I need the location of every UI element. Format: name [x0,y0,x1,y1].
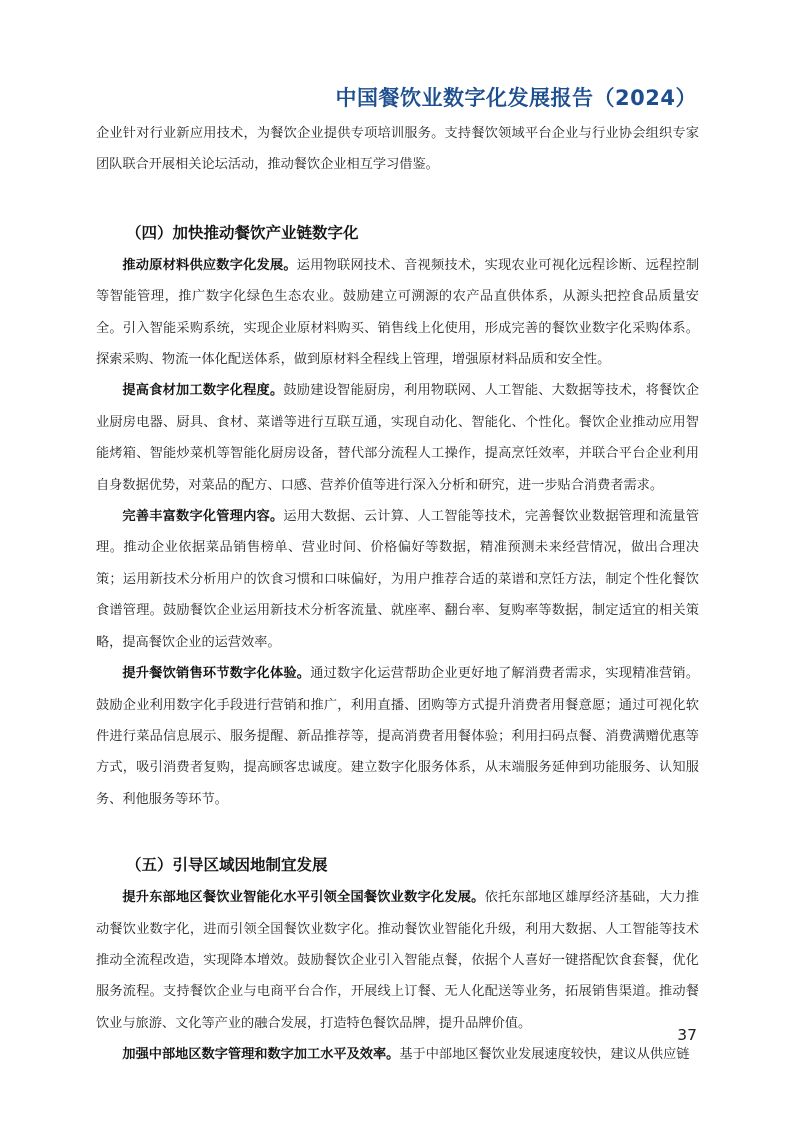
page-number: 37 [677,1026,697,1044]
paragraph-text: 基于中部地区餐饮业发展速度较快，建议从供应链 [399,1047,690,1063]
paragraph-lead: 提升东部地区餐饮业智能化水平引领全国餐饮业数字化发展。 [122,890,485,906]
paragraph-lead: 加强中部地区数字管理和数字加工水平及效率。 [122,1047,400,1063]
section-5-heading: （五）引导区域因地制宜发展 [126,856,328,875]
section-4-paragraph-2 [96,375,699,501]
section-4-heading: （四）加快推动餐饮产业链数字化 [126,223,359,242]
intro-paragraph: 企业针对行业新应用技术，为餐饮企业提供专项培训服务。支持餐饮领域平台企业与行业协会组织专家团队联合开展相关论坛活动，推动餐饮企业相互学习借鉴。 [96,126,699,173]
section-5-paragraph-1 [96,882,699,1039]
running-header-title: 中国餐饮业数字化发展报告（2024） [335,86,697,110]
paragraph-text: 鼓励建设智能厨房，利用物联网、人工智能、大数据等技术，将餐饮企业厨房电器、厨具、食材、菜谱等进行互联互通，实现自动化、智能化、个性化。餐饮企业推动应用智能烤箱、智能炒菜机等智能化厨房设备，替代部分流程人工操作，提高烹饪效率，并联合平台企业利用自身数据优势，对菜品的配方、口感、营养价值等进行深入分析和研究，进一步贴合消费者需求。 [96,383,700,493]
section-4-paragraph-1 [96,250,699,376]
paragraph-lead: 完善丰富数字化管理内容。 [122,509,284,525]
section-4-paragraph-3 [96,501,699,658]
paragraph-lead: 提升餐饮销售环节数字化体验。 [122,666,311,682]
body-text [96,118,699,1071]
paragraph-text: 依托东部地区雄厚经济基础，大力推动餐饮业数字化，进而引领全国餐饮业数字化。推动餐饮业智能化升级，利用大数据、人工智能等技术推动全流程改造，实现降本增效。鼓励餐饮企业引入智能点餐，依据个人喜好一键搭配饮食套餐，优化服务流程。支持餐饮企业与电商平台合作，开展线上订餐、无人化配送等业务，拓展销售渠道。推动餐饮业与旅游、文化等产业的融合发展，打造特色餐饮品牌，提升品牌价值。 [96,890,700,1031]
paragraph-text: 运用大数据、云计算、人工智能等技术，完善餐饮业数据管理和流量管理。推动企业依据菜品销售榜单、营业时间、价格偏好等数据，精准预测未来经营情况，做出合理决策；运用新技术分析用户的饮食习惯和口味偏好，为用户推荐合适的菜谱和烹饪方法，制定个性化餐饮食谱管理。鼓励餐饮企业运用新技术分析客流量、就座率、翻台率、复购率等数据，制定适宜的相关策略，提高餐饮企业的运营效率。 [96,509,700,650]
paragraph-lead: 推动原材料供应数字化发展。 [122,257,297,273]
paragraph-lead: 提高食材加工数字化程度。 [122,383,284,399]
section-5-paragraph-2 [96,1039,699,1070]
paragraph-text: 通过数字化运营帮助企业更好地了解消费者需求，实现精准营销。鼓励企业利用数字化手段进行营销和推广，利用直播、团购等方式提升消费者用餐意愿；通过可视化软件进行菜品信息展示、服务提醒、新品推荐等，提高消费者用餐体验；利用扫码点餐、消费满赠优惠等方式，吸引消费者复购，提高顾客忠诚度。建立数字化服务体系，从末端服务延伸到功能服务、认知服务、利他服务等环节。 [96,666,700,807]
paragraph-text: 运用物联网技术、音视频技术，实现农业可视化远程诊断、远程控制等智能管理，推广数字化绿色生态农业。鼓励建立可溯源的农产品直供体系，从源头把控食品质量安全。引入智能采购系统，实现企业原材料购买、销售线上化使用，形成完善的餐饮业数字化采购体系。探索采购、物流一体化配送体系，做到原材料全程线上管理，增强原材料品质和安全性。 [96,257,700,368]
section-4-paragraph-4 [96,658,699,815]
